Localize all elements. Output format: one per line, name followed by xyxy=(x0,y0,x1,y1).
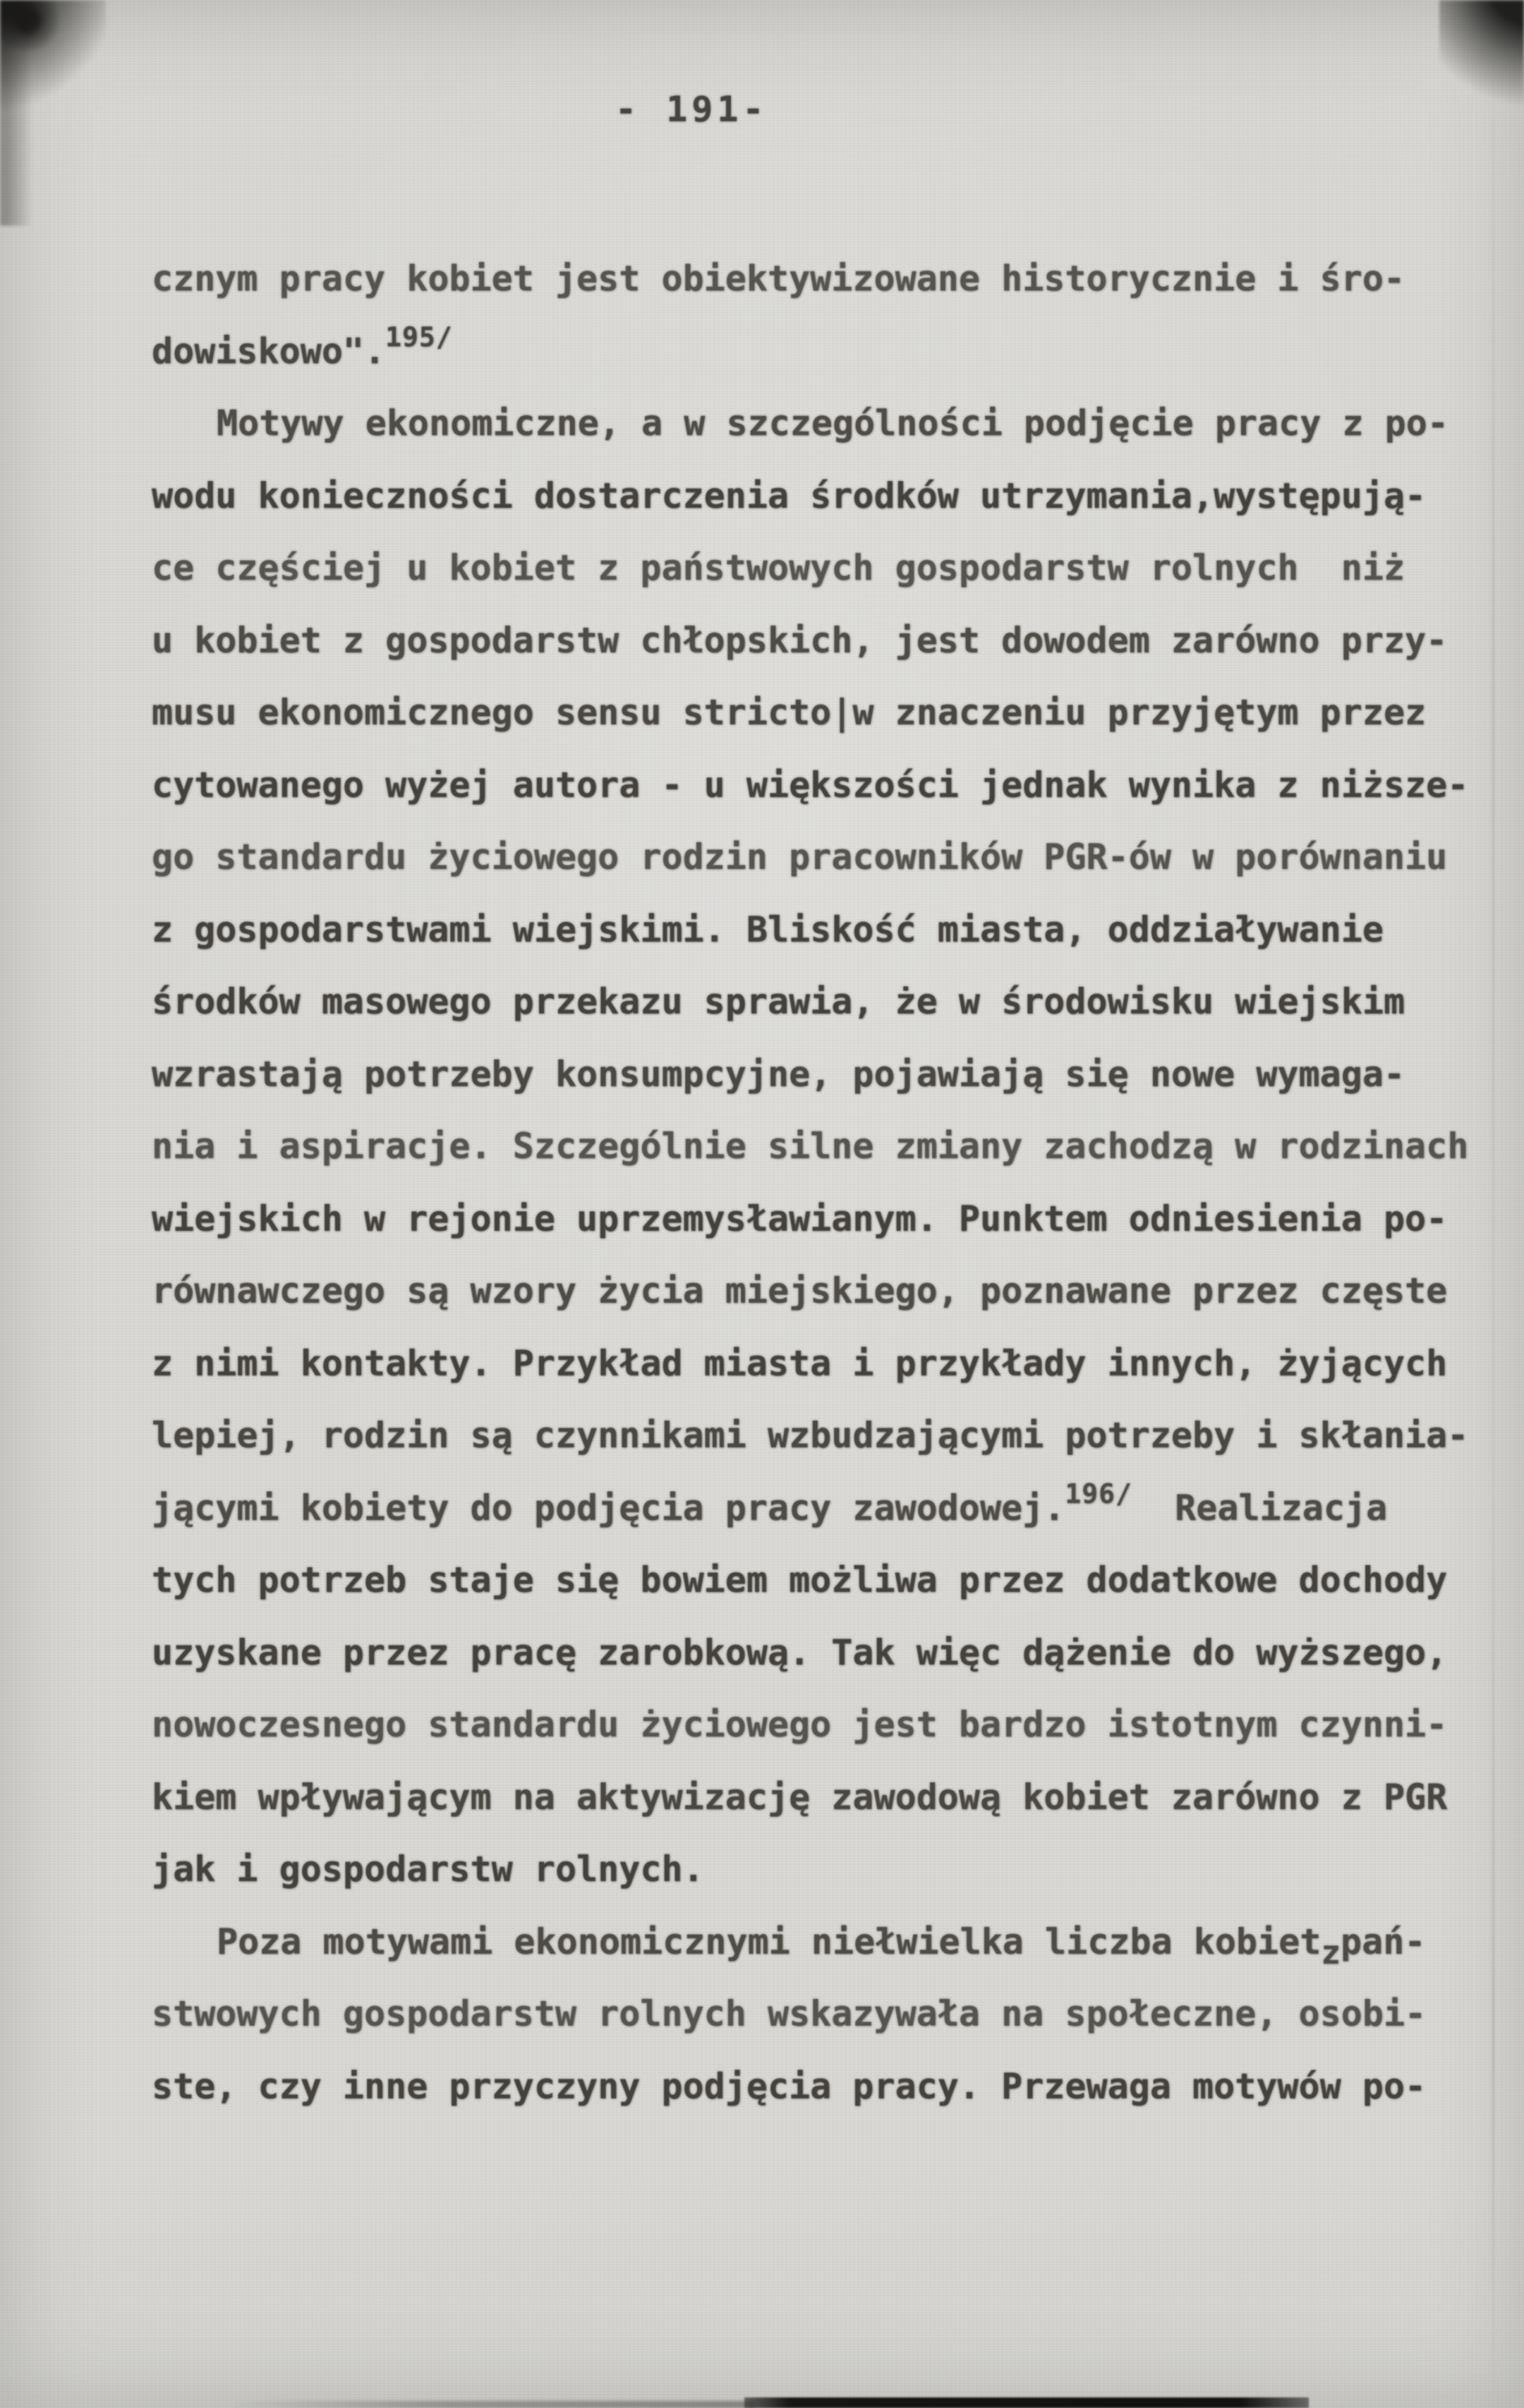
text-line: go standardu życiowego rodzin pracowników PGR-ów w porównaniu xyxy=(152,837,1448,877)
text-line: musu ekonomicznego sensu stricto|w znaczeniu przyjętym przez xyxy=(152,692,1427,733)
paper-crease xyxy=(1492,0,1494,2408)
text-line: wiejskich w rejonie uprzemysławianym. Punktem odniesienia po- xyxy=(152,1198,1448,1239)
line-segment: Poza motywami ekonomicznymi niełwielka liczba kobiet xyxy=(217,1921,1322,1962)
text-line xyxy=(152,1906,1492,1978)
text-line: równawczego są wzory życia miejskiego, poznawane przez częste xyxy=(152,1270,1448,1311)
text-line: wodu konieczności dostarczenia środków utrzymania,występują- xyxy=(152,475,1427,516)
line-segment: pań- xyxy=(1341,1921,1426,1962)
text-line: tych potrzeb staje się bowiem możliwa przez dodatkowe dochody xyxy=(152,1559,1448,1600)
body-text xyxy=(152,243,1492,2122)
text-line: nowoczesnego standardu życiowego jest bardzo istotnym czynni- xyxy=(152,1704,1448,1745)
text-line: nia i aspiracje. Szczególnie silne zmiany zachodzą w rodzinach xyxy=(152,1126,1469,1167)
text-line: Motywy ekonomiczne, a w szczególności podjęcie pracy z po- xyxy=(217,403,1449,444)
footnote-mark: 196/ xyxy=(1065,1478,1132,1509)
text-line: u kobiet z gospodarstw chłopskich, jest dowodem zarówno przy- xyxy=(152,619,1448,661)
scan-shadow-top-left xyxy=(0,0,106,226)
text-line: uzyskane przez pracę zarobkową. Tak więc dążenie do wyższego, xyxy=(152,1631,1448,1673)
scan-shadow-top-right xyxy=(1439,0,1524,155)
line-segment: Realizacja xyxy=(1132,1487,1388,1528)
scan-edge-bar xyxy=(744,2397,1309,2408)
text-line: wzrastają potrzeby konsumpcyjne, pojawiają się nowe wymaga- xyxy=(152,1053,1405,1095)
line-segment: dowiskowo". xyxy=(152,330,386,372)
scan-edge-smear xyxy=(233,2401,755,2408)
text-line: z nimi kontakty. Przykład miasta i przykłady innych, żyjących xyxy=(152,1342,1448,1384)
line-segment: jącymi kobiety do podjęcia pracy zawodowej. xyxy=(152,1487,1065,1528)
text-line: lepiej, rodzin są czynnikami wzbudzającymi potrzeby i skłania- xyxy=(152,1415,1469,1456)
text-line: kiem wpływającym na aktywizację zawodową kobiet zarówno z PGR xyxy=(152,1776,1448,1818)
footnote-mark: 195/ xyxy=(385,321,453,353)
text-line xyxy=(152,1472,1492,1545)
text-line: stwowych gospodarstw rolnych wskazywała na społeczne, osobi- xyxy=(152,1993,1427,2034)
text-line: cytowanego wyżej autora - u większości jednak wynika z niższe- xyxy=(152,764,1469,805)
text-line: ce częściej u kobiet z państwowych gospodarstw rolnych niż xyxy=(152,547,1405,588)
text-line: cznym pracy kobiet jest obiektywizowane historycznie i śro- xyxy=(152,258,1405,299)
text-line: środków masowego przekazu sprawia, że w środowisku wiejskim xyxy=(152,981,1405,1022)
text-line: z gospodarstwami wiejskimi. Bliskość miasta, oddziaływanie xyxy=(152,908,1384,950)
text-line xyxy=(152,315,1492,388)
inserted-character: z xyxy=(1321,1933,1341,1971)
text-line: jak i gospodarstw rolnych. xyxy=(152,1849,704,1890)
page-number: - 191- xyxy=(615,89,768,130)
text-line: ste, czy inne przyczyny podjęcia pracy. Przewaga motywów po- xyxy=(152,2065,1427,2107)
